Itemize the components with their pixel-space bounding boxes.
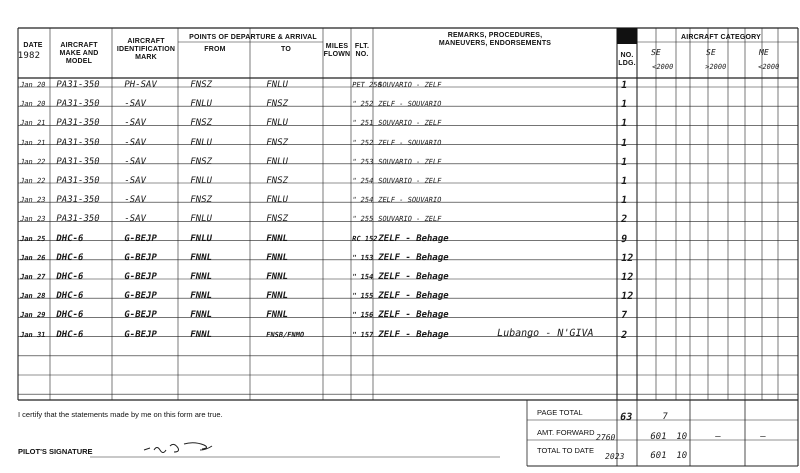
category-se-heavy-bottom: >2000	[704, 63, 727, 71]
row-landings: 12	[620, 291, 635, 303]
row-remarks: ZELF - SOUVARIO	[377, 100, 443, 109]
row-from: FNSZ	[189, 80, 213, 90]
row-from: FNNL	[189, 310, 213, 321]
row-flight-no: " 252	[351, 100, 374, 109]
row-landings: 1	[620, 176, 629, 187]
row-landings: 1	[620, 195, 629, 207]
row-aircraft-make: PA31-350	[55, 195, 101, 206]
category-me-light-top: ME	[758, 48, 770, 57]
header-miles-flown: MILES FLOWN	[323, 43, 351, 58]
header-flt-no: FLT. NO.	[354, 43, 370, 58]
row-date: Jan 20	[19, 100, 47, 109]
amt-forward-landings: 2760	[595, 433, 617, 442]
pilot-signature	[140, 436, 240, 458]
row-remarks: SOUVARIO - ZELF	[377, 81, 443, 89]
row-flight-no: " 155	[351, 292, 374, 301]
header-points: POINTS OF DEPARTURE & ARRIVAL	[189, 34, 317, 41]
row-aircraft-ident: -SAV	[123, 176, 147, 186]
row-flight-no: PET 250	[351, 81, 383, 89]
row-to: FNNL	[265, 272, 289, 282]
row-landings: 1	[620, 99, 629, 111]
row-from: FNLU	[189, 176, 213, 186]
header-no-ldg: NO. LDG.	[618, 52, 636, 67]
category-se-heavy-top: SE	[705, 48, 717, 57]
row-date: Jan 21	[19, 119, 47, 128]
row-flight-no: " 254	[351, 177, 374, 185]
row-aircraft-ident: G-BEJP	[123, 272, 158, 282]
row-landings: 1	[620, 118, 629, 130]
page-total-label: PAGE TOTAL	[537, 408, 583, 417]
total-to-date-col1a: 601	[649, 451, 668, 461]
row-to: FNSB/FNMO	[265, 330, 305, 339]
row-remarks: ZELF - SOUVARIO	[377, 196, 443, 205]
row-aircraft-make: DHC-6	[55, 329, 85, 340]
row-aircraft-make: PA31-350	[55, 118, 101, 129]
row-aircraft-ident: -SAV	[123, 99, 147, 110]
row-aircraft-make: PA31-350	[55, 176, 101, 186]
category-me-light-bottom: <2000	[757, 63, 780, 71]
header-year: 1982	[17, 51, 41, 61]
row-aircraft-make: DHC-6	[55, 310, 85, 321]
row-date: Jan 27	[19, 273, 47, 281]
row-remarks-extra: Lubango - N'GIVA	[496, 327, 595, 339]
row-aircraft-ident: -SAV	[123, 137, 147, 148]
row-remarks: ZELF - Behage	[377, 252, 450, 263]
row-landings: 9	[620, 233, 629, 245]
row-aircraft-make: PA31-350	[55, 80, 101, 90]
row-to: FNSZ	[265, 99, 289, 110]
page-total-landings: 63	[619, 412, 634, 423]
row-from: FNSZ	[189, 118, 213, 129]
row-landings: 1	[620, 156, 629, 168]
amt-forward-col1b: 10	[675, 432, 688, 442]
row-from: FNSZ	[189, 195, 213, 206]
row-date: Jan 31	[19, 330, 47, 339]
row-remarks: ZELF - Behage	[377, 329, 450, 340]
row-remarks: ZELF - Behage	[377, 310, 450, 321]
row-flight-no: " 253	[351, 157, 374, 166]
row-date: Jan 21	[19, 138, 47, 147]
row-aircraft-ident: G-BEJP	[123, 310, 158, 321]
row-to: FNSZ	[265, 137, 289, 148]
row-landings: 7	[620, 310, 629, 322]
amt-forward-col1a: 601	[649, 432, 668, 442]
row-aircraft-ident: G-BEJP	[123, 291, 158, 302]
row-date: Jan 25	[19, 234, 47, 243]
row-aircraft-ident: -SAV	[123, 118, 147, 129]
row-flight-no: " 157	[351, 330, 374, 339]
page-total-col1: 7	[661, 412, 669, 422]
row-remarks: SOUVARIO - ZELF	[377, 119, 443, 128]
row-from: FNLU	[189, 99, 213, 110]
row-aircraft-ident: G-BEJP	[123, 252, 158, 263]
category-se-light-top: SE	[650, 48, 662, 57]
certification-statement: I certify that the statements made by me on this form are true.	[18, 410, 223, 419]
header-from: FROM	[204, 46, 226, 53]
row-aircraft-ident: PH-SAV	[123, 80, 158, 90]
row-date: Jan 23	[19, 196, 47, 205]
row-flight-no: RC 152	[351, 234, 379, 243]
row-from: FNLU	[189, 233, 213, 244]
row-flight-no: " 153	[351, 253, 374, 262]
row-date: Jan 28	[19, 292, 47, 301]
row-to: FNLU	[265, 195, 289, 206]
total-to-date-landings: 2023	[604, 452, 626, 461]
row-aircraft-make: DHC-6	[55, 233, 85, 244]
row-to: FNSZ	[265, 214, 289, 225]
row-from: FNLU	[189, 214, 213, 225]
row-date: Jan 22	[19, 177, 47, 185]
header-aircraft-category: AIRCRAFT CATEGORY	[680, 34, 761, 41]
row-aircraft-make: PA31-350	[55, 156, 101, 167]
row-aircraft-ident: -SAV	[123, 156, 147, 167]
category-se-light-bottom: <2000	[651, 63, 674, 71]
row-landings: 2	[620, 329, 629, 341]
row-remarks: SOUVARIO - ZELF	[377, 177, 443, 185]
row-landings: 1	[620, 80, 629, 91]
row-flight-no: " 156	[351, 311, 374, 320]
row-aircraft-make: PA31-350	[55, 214, 101, 225]
amt-forward-col2: —	[714, 432, 722, 442]
row-aircraft-ident: G-BEJP	[123, 233, 158, 244]
row-remarks: SOUVARIO - ZELF	[377, 157, 443, 166]
row-from: FNNL	[189, 329, 213, 340]
row-to: FNNL	[265, 291, 289, 302]
row-aircraft-ident: G-BEJP	[123, 329, 158, 340]
row-flight-no: " 254	[351, 196, 374, 205]
row-to: FNLU	[265, 156, 289, 167]
row-to: FNNL	[265, 233, 289, 244]
row-to: FNLU	[265, 80, 289, 90]
row-from: FNSZ	[189, 156, 213, 167]
row-date: Jan 26	[19, 253, 47, 262]
row-from: FNNL	[189, 272, 213, 282]
row-landings: 1	[620, 137, 629, 149]
row-remarks: SOUVARIO - ZELF	[377, 215, 443, 224]
row-to: FNNL	[265, 252, 289, 263]
row-aircraft-make: PA31-350	[55, 137, 101, 148]
row-landings: 2	[620, 214, 629, 226]
row-flight-no: " 255	[351, 215, 374, 224]
row-date: Jan 22	[19, 157, 47, 166]
row-remarks: ZELF - Behage	[377, 272, 450, 282]
amt-forward-col3: —	[759, 432, 767, 442]
row-remarks: ZELF - SOUVARIO	[377, 138, 443, 147]
total-to-date-label: TOTAL TO DATE	[537, 446, 594, 455]
row-date: Jan 20	[19, 81, 47, 89]
row-flight-no: " 251	[351, 119, 374, 128]
row-to: FNLU	[265, 118, 289, 129]
row-aircraft-make: DHC-6	[55, 252, 85, 263]
row-aircraft-make: PA31-350	[55, 99, 101, 110]
header-aircraft-id: AIRCRAFT IDENTIFICATION MARK	[116, 38, 176, 61]
row-flight-no: " 154	[351, 273, 374, 281]
header-to: TO	[281, 46, 291, 53]
row-to: FNSZ	[265, 176, 289, 186]
row-from: FNNL	[189, 291, 213, 302]
row-aircraft-ident: -SAV	[123, 214, 147, 225]
row-aircraft-make: DHC-6	[55, 291, 85, 302]
header-aircraft-make: AIRCRAFT MAKE AND MODEL	[59, 42, 99, 65]
row-landings: 12	[620, 272, 635, 283]
row-from: FNNL	[189, 252, 213, 263]
row-date: Jan 23	[19, 215, 47, 224]
row-aircraft-make: DHC-6	[55, 272, 85, 282]
header-date: DATE	[23, 42, 43, 49]
row-remarks: ZELF - Behage	[377, 233, 450, 244]
row-flight-no: " 252	[351, 138, 374, 147]
amt-forward-label: AMT. FORWARD	[537, 428, 595, 437]
row-from: FNLU	[189, 137, 213, 148]
row-aircraft-ident: -SAV	[123, 195, 147, 206]
row-date: Jan 29	[19, 311, 47, 320]
row-remarks: ZELF - Behage	[377, 291, 450, 302]
row-landings: 12	[620, 252, 635, 264]
header-remarks: REMARKS, PROCEDURES, MANEUVERS, ENDORSEMENTS	[438, 32, 552, 47]
row-to: FNNL	[265, 310, 289, 321]
total-to-date-col1b: 10	[675, 451, 688, 461]
pilot-signature-label: PILOT'S SIGNATURE	[18, 447, 93, 456]
